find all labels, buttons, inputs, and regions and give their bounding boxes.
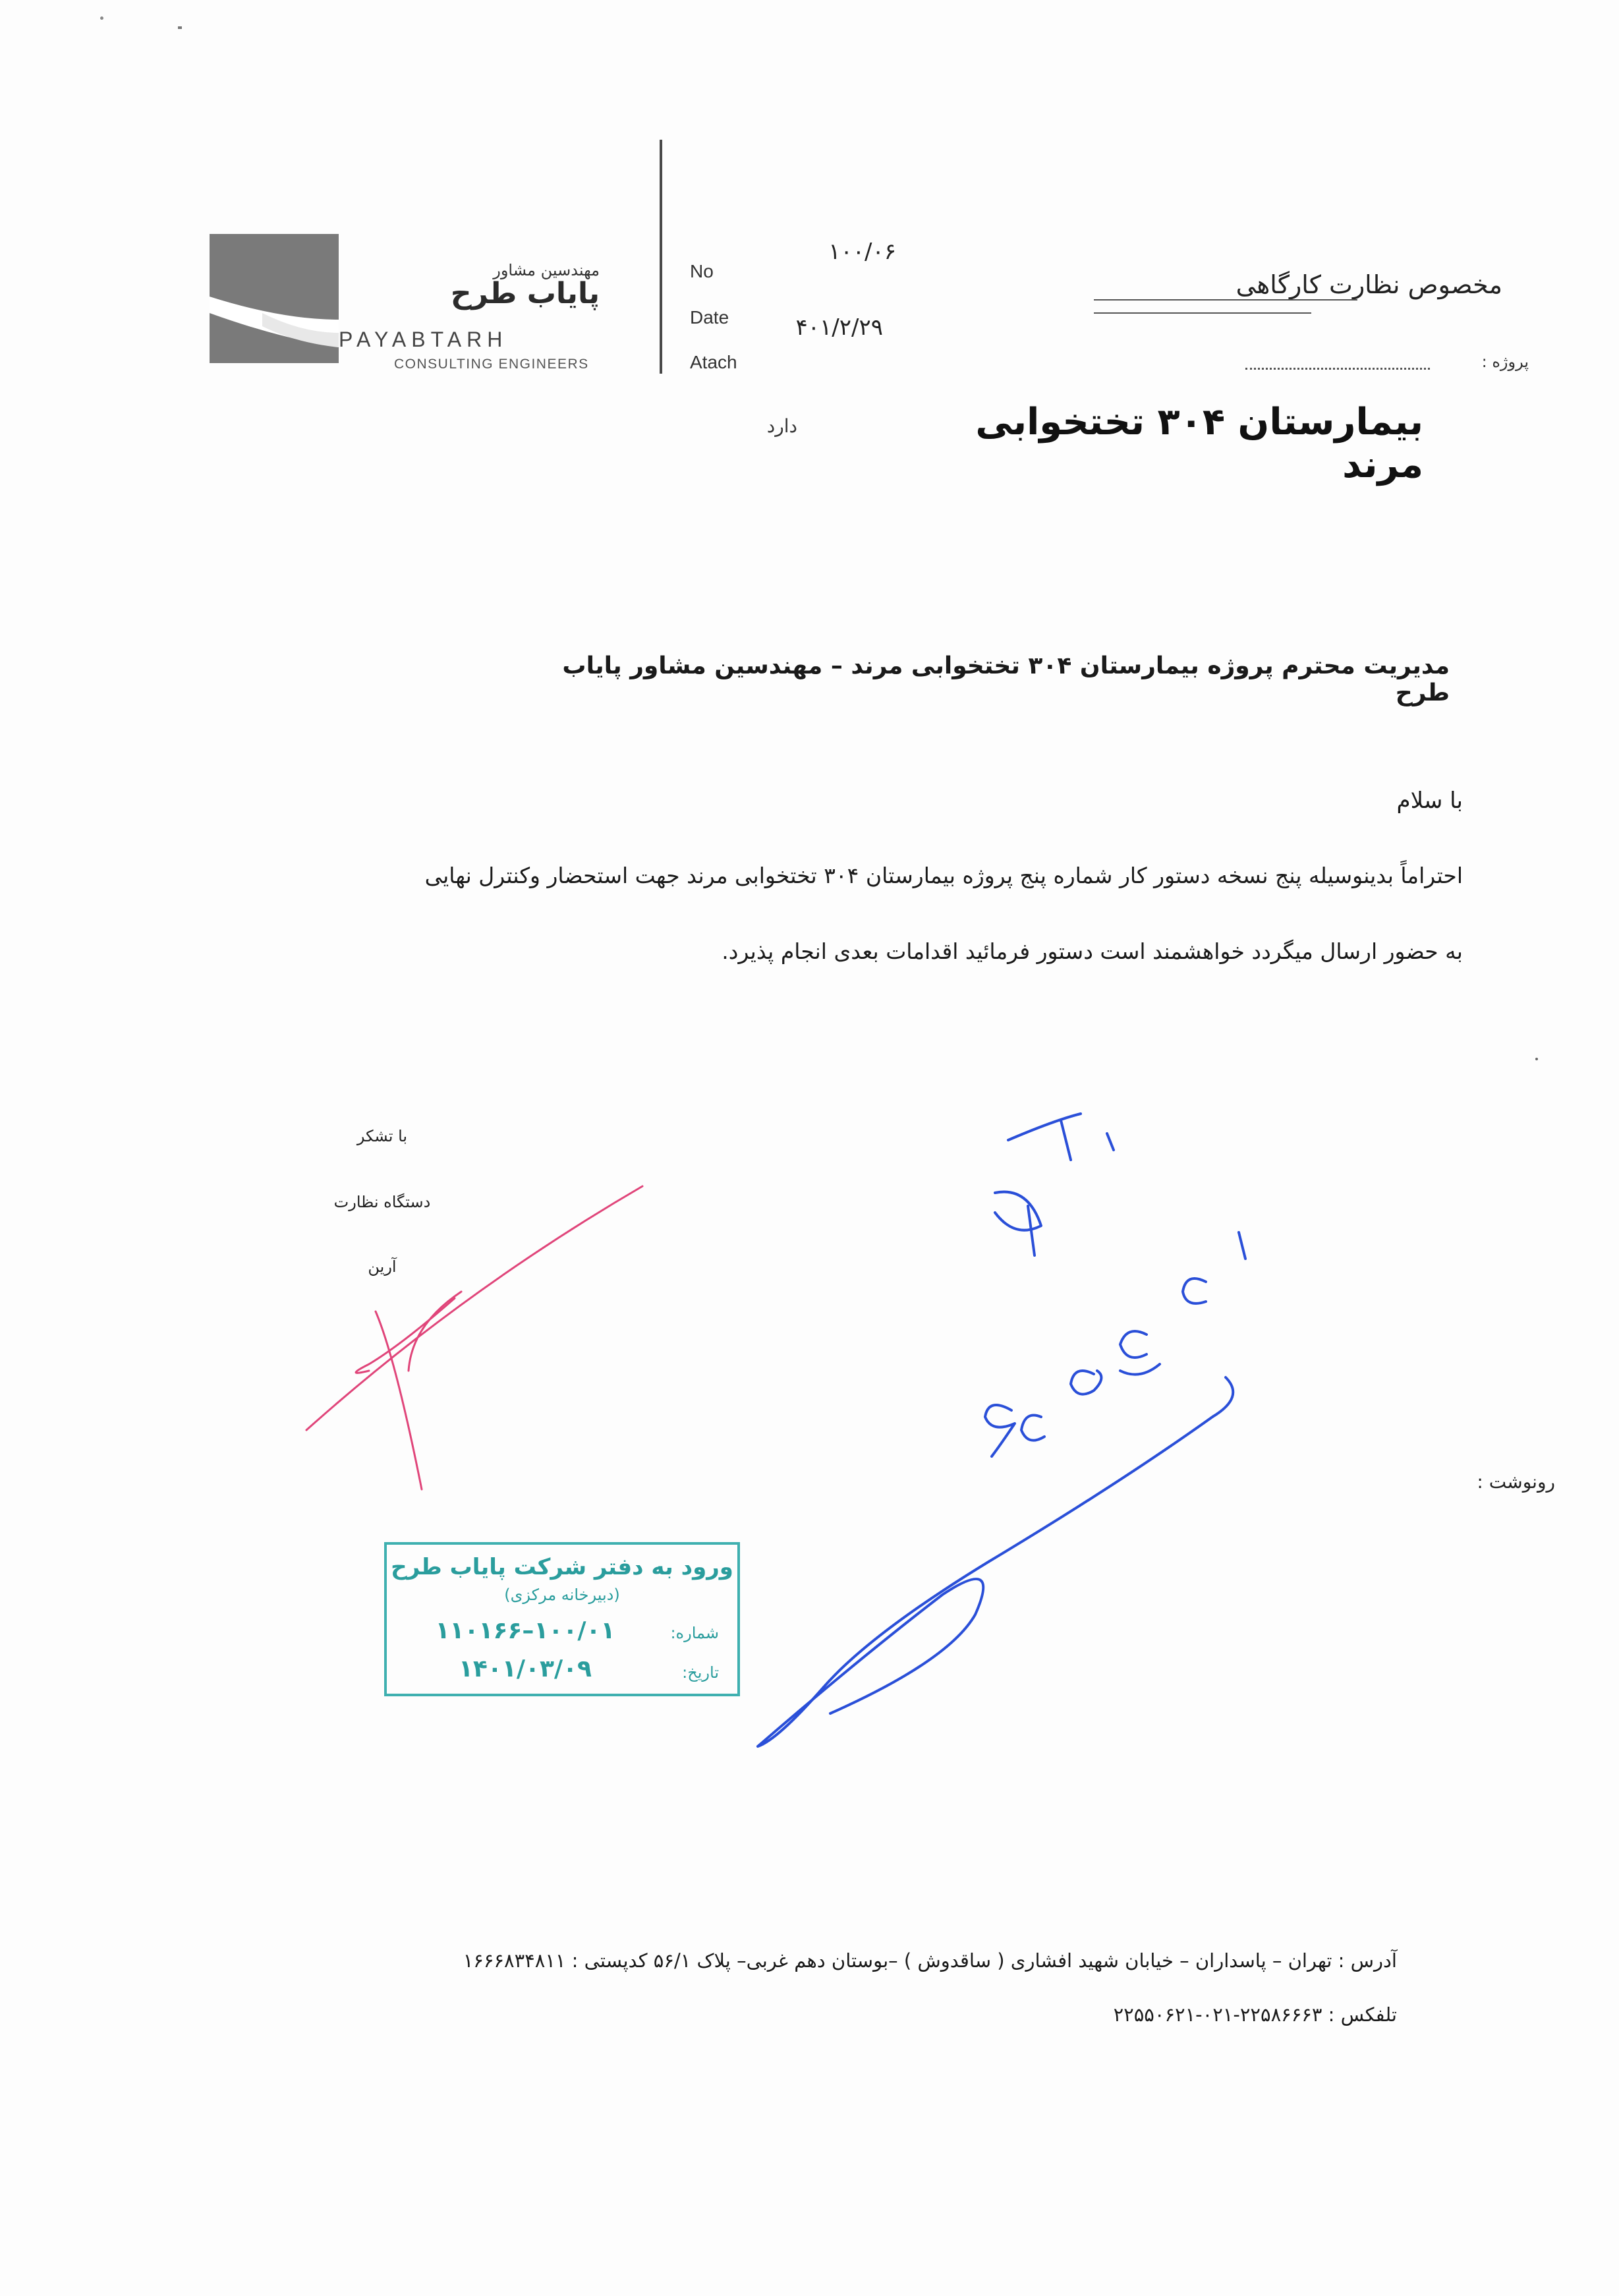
- stamp-title: ورود به دفتر شرکت پایاب طرح: [391, 1554, 733, 1580]
- date-value: ۴۰۱/۲/۲۹: [795, 314, 883, 341]
- signer-org: دستگاه نظارت: [333, 1193, 431, 1211]
- company-name-en: PAYABTARH: [339, 328, 508, 351]
- stamp-number-label: شماره:: [670, 1624, 719, 1642]
- recipient-line: مدیریت محترم پروژه بیمارستان ۳۰۴ تختخوابی مرند – مهندسین مشاور پایاب طرح: [562, 652, 1450, 706]
- company-type-fa: مهندسین مشاور: [493, 261, 600, 279]
- confidential-heading: مخصوص نظارت کارگاهی: [1236, 270, 1502, 299]
- no-label: No: [690, 261, 714, 281]
- date-label: Date: [690, 307, 729, 328]
- project-label: پروژه :: [1481, 353, 1529, 371]
- stamp-number-value: ۱۰۰/۰۱–۱۱۰۱۶۶: [435, 1617, 615, 1644]
- blue-handwriting: [758, 1114, 1245, 1746]
- body-line-2: به حضور ارسال میگردد خواهشمند است دستور فرمائید اقدامات بعدی انجام پذیرد.: [722, 938, 1463, 964]
- cc-label: رونوشت :: [1477, 1471, 1555, 1493]
- body-line-1: احتراماً بدینوسیله پنج نسخه دستور کار شماره پنج پروژه بیمارستان ۳۰۴ تختخوابی مرند جهت استحضار وکنترل نهایی: [424, 863, 1463, 888]
- salutation: با سلام: [1396, 788, 1463, 814]
- no-value: ۱۰۰/۰۶: [828, 239, 896, 265]
- footer-address: آدرس : تهران – پاسداران – خیابان شهید افشاری ( ساقدوش ) –بوستان دهم غربی– پلاک ۵۶/۱ کدپستی : ۱۶۶۶۸۳۴۸۱۱: [463, 1949, 1397, 1972]
- signer-name: آرین: [368, 1257, 397, 1276]
- scan-speck: [1535, 1058, 1538, 1060]
- stamp-date-value: ۱۴۰۱/۰۳/۰۹: [458, 1655, 592, 1682]
- stamp-subtitle: (دبیرخانه مرکزی): [504, 1586, 620, 1604]
- scan-speck: [100, 16, 103, 20]
- company-subtitle-en: CONSULTING ENGINEERS: [394, 357, 589, 372]
- thanks-line: با تشکر: [356, 1127, 408, 1145]
- company-name-fa: پایاب طرح: [450, 277, 600, 310]
- stamp-date-label: تاریخ:: [682, 1663, 719, 1682]
- attachment-status: دارد: [766, 415, 797, 437]
- footer-fax: تلفکس : ۲۲۵۸۶۶۶۳-۰۲۱-۲۲۵۵۰۶۲۱: [1113, 2003, 1397, 2026]
- red-signature: [306, 1186, 642, 1489]
- attach-label: Atach: [690, 352, 737, 372]
- page-title: بیمارستان ۳۰۴ تختخوابی مرند: [975, 401, 1423, 486]
- scan-speck: [178, 26, 182, 29]
